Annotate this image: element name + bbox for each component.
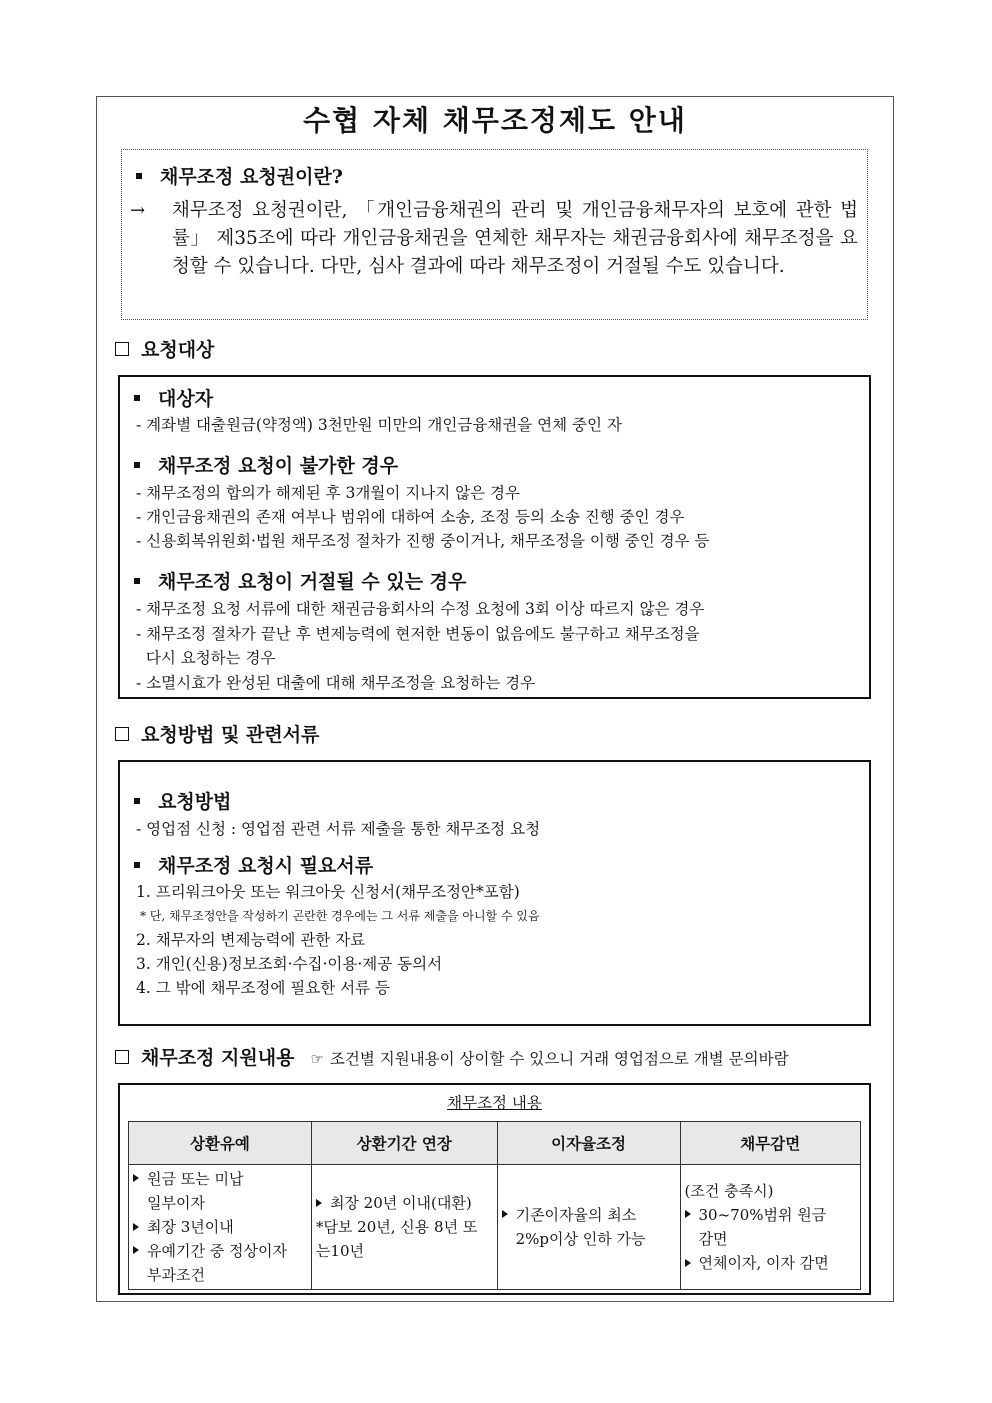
method-line: - 영업점 신청 : 영업점 관련 서류 제출을 통한 채무조정 요청 — [136, 820, 541, 838]
triangle-bullet-icon — [133, 1223, 139, 1231]
triangle-bullet-icon — [502, 1210, 508, 1218]
cell-text: 최장 3년이내 — [147, 1218, 234, 1236]
triangle-bullet-icon — [685, 1259, 691, 1267]
cell-text: 30~70%범위 원금 감면 — [698, 1206, 827, 1248]
document-page — [96, 96, 894, 1302]
triangle-bullet-icon — [316, 1199, 322, 1207]
cell-text: 최장 20년 이내(대환) — [329, 1194, 472, 1212]
bullet-square-icon — [134, 578, 140, 584]
target-item-heading: 대상자 — [134, 384, 213, 411]
table-row — [129, 1165, 861, 1290]
not-allowed-heading: 채무조정 요청이 불가한 경우 — [134, 451, 398, 478]
checkbox-icon — [115, 342, 129, 356]
document-note: * 단, 채무조정안을 작성하기 곤란한 경우에는 그 서류 제출을 아니할 수 있음 — [140, 909, 540, 923]
may-reject-line: - 소멸시효가 완성된 대출에 대해 채무조정을 요청하는 경우 — [136, 674, 536, 692]
not-allowed-line: - 개인금융채권의 존재 여부나 범위에 대하여 소송, 조정 등의 소송 진행 중인 경우 — [136, 508, 685, 526]
triangle-bullet-icon — [133, 1246, 139, 1254]
table-cell-rate — [497, 1165, 680, 1290]
document-line: 2. 채무자의 변제능력에 관한 자료 — [136, 931, 366, 949]
cell-text: 유예기간 중 정상이자 부과조건 — [147, 1242, 287, 1284]
target-line: - 계좌별 대출원금(약정액) 3천만원 미만의 개인금융채권을 연체 중인 자 — [136, 416, 622, 434]
method-box — [118, 760, 871, 1026]
arrow-icon: → — [130, 200, 146, 221]
table-header: 상환기간 연장 — [311, 1122, 497, 1165]
table-header: 상환유예 — [129, 1122, 312, 1165]
page-title: 수협 자체 채무조정제도 안내 — [303, 104, 687, 137]
checkbox-icon — [115, 727, 129, 741]
table-cell-reduction — [680, 1165, 860, 1290]
table-header: 채무감면 — [680, 1122, 860, 1165]
section-method-heading: 요청방법 및 관련서류 — [115, 720, 319, 747]
cell-text: 기존이자율의 최소 2%p이상 인하 가능 — [515, 1206, 646, 1248]
triangle-bullet-icon — [133, 1174, 139, 1182]
cell-text: 원금 또는 미납 일부이자 — [147, 1170, 244, 1212]
document-line: 4. 그 밖에 채무조정에 필요한 서류 등 — [136, 979, 390, 997]
not-allowed-line: - 채무조정의 합의가 해제된 후 3개월이 지나지 않은 경우 — [136, 484, 520, 502]
target-box — [118, 375, 871, 699]
support-note: 조건별 지원내용이 상이할 수 있으니 거래 영업점으로 개별 문의바람 — [329, 1050, 789, 1068]
bullet-square-icon — [134, 462, 140, 468]
bullet-square-icon — [134, 798, 140, 804]
bullet-square-icon — [134, 862, 140, 868]
table-cell-extension — [311, 1165, 497, 1290]
table-header: 이자율조정 — [497, 1122, 680, 1165]
pointing-hand-icon: ☞ — [310, 1050, 324, 1068]
may-reject-line: - 채무조정 요청 서류에 대한 채권금융회사의 수정 요청에 3회 이상 따르지 않은 경우 — [136, 600, 705, 618]
document-line: 3. 개인(신용)정보조회·수집·이용·제공 동의서 — [136, 955, 443, 973]
intro-box — [121, 149, 868, 320]
support-box — [118, 1083, 871, 1295]
triangle-bullet-icon — [685, 1210, 691, 1218]
bullet-square-icon — [136, 173, 142, 179]
bullet-square-icon — [134, 395, 140, 401]
intro-heading: 채무조정 요청권이란? — [136, 162, 343, 189]
section-target-heading: 요청대상 — [115, 335, 214, 362]
table-cell-deferral — [129, 1165, 312, 1290]
documents-heading: 채무조정 요청시 필요서류 — [134, 851, 373, 878]
table-caption: 채무조정 내용 — [447, 1094, 542, 1112]
cell-text: 연체이자, 이자 감면 — [698, 1254, 829, 1272]
may-reject-heading: 채무조정 요청이 거절될 수 있는 경우 — [134, 567, 466, 594]
intro-body: 채무조정 요청권이란, 「개인금융채권의 관리 및 개인금융채무자의 보호에 관한 법률」 제35조에 따라 개인금융채권을 연체한 채무자는 채권금융회사에 채무조정을 요청할 수 있습니다. 다만, 심사 결과에 따라 채무조정이 거절될 수도 있습니다. — [172, 200, 858, 277]
support-table — [128, 1121, 861, 1290]
may-reject-line: - 채무조정 절차가 끝난 후 변제능력에 현저한 변동이 없음에도 불구하고 채무조정을 — [136, 625, 700, 643]
checkbox-icon — [115, 1050, 129, 1064]
cell-text: (조건 충족시) — [684, 1182, 774, 1200]
cell-text: *담보 20년, 신용 8년 또는10년 — [315, 1218, 478, 1260]
may-reject-line: 다시 요청하는 경우 — [136, 649, 276, 667]
document-line: 1. 프리워크아웃 또는 워크아웃 신청서(채무조정안*포함) — [136, 883, 520, 901]
not-allowed-line: - 신용회복위원회·법원 채무조정 절차가 진행 중이거나, 채무조정을 이행 중인 경우 등 — [136, 532, 710, 550]
method-item-heading: 요청방법 — [134, 787, 231, 814]
section-support-heading: 채무조정 지원내용 ☞ 조건별 지원내용이 상이할 수 있으니 거래 영업점으로 개별 문의바람 — [115, 1043, 789, 1070]
